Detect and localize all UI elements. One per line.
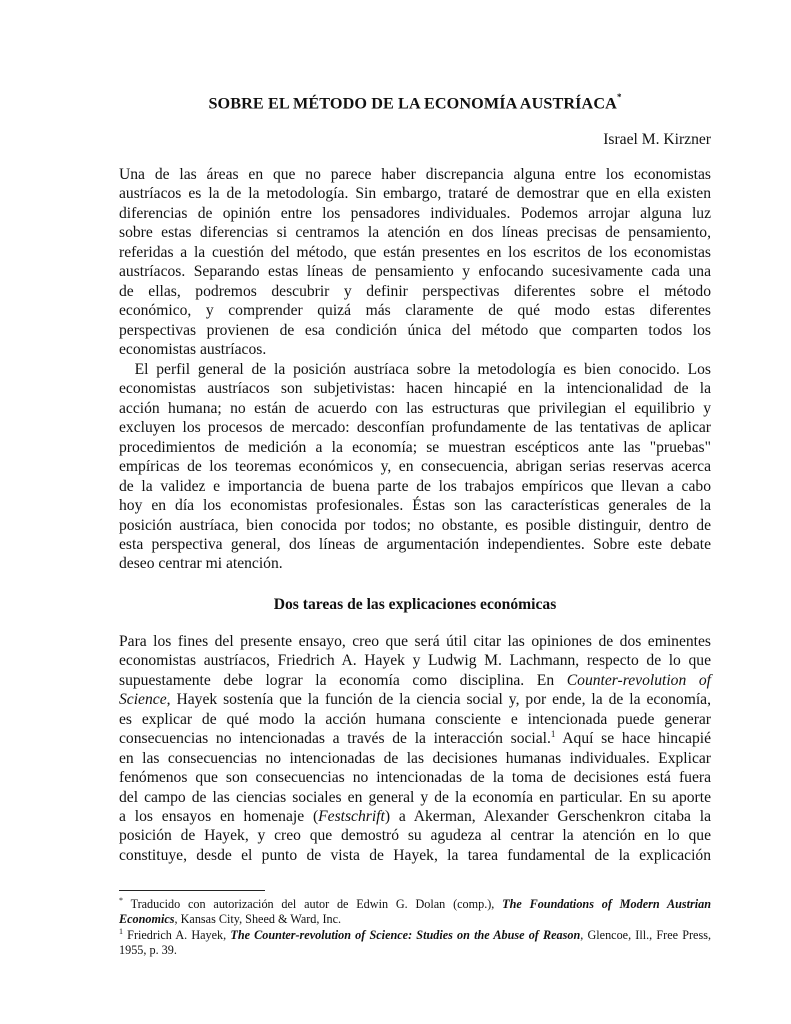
text-line: economistas austríacos son subjetivistas: hacen hincapié en la intencionalidad de la xyxy=(119,380,711,398)
text-line: acción humana; no están de acuerdo con las estructuras que privilegian el equilibrio y xyxy=(119,399,711,417)
text-span: Aquí se hace hincapié xyxy=(555,730,711,748)
text-line xyxy=(119,671,711,690)
text-line: constituye, desde el punto de vista de Hayek, la tarea fundamental de la explicación xyxy=(119,846,711,864)
text-span: supuestamente debe lograr la economía como disciplina. En xyxy=(119,671,567,689)
text-line: del campo de las ciencias sociales en general y de la economía en particular. En su aporte xyxy=(119,788,711,806)
footnote-1-line2: 1955, p. 39. xyxy=(119,942,177,957)
text-line: El perfil general de la posición austríaca sobre la metodología es bien conocido. Los xyxy=(119,361,711,378)
text-span: a los ensayos en homenaje ( xyxy=(119,807,319,825)
book-title-italic: Counter-revolution of xyxy=(566,671,712,689)
paragraph-1 xyxy=(119,165,711,359)
text-line xyxy=(119,729,711,748)
footnote-reference-1[interactable]: 1 xyxy=(550,729,556,739)
footnotes xyxy=(119,897,711,958)
festschrift-italic: Festschrift xyxy=(318,807,385,825)
book-title-italic: The Counter-revolution of Science: Studies on the Abuse of Reason xyxy=(230,927,581,942)
text-line: hoy en día los economistas profesionales. Éstas son las características generales de la xyxy=(119,497,711,515)
title-footnote-marker[interactable]: * xyxy=(616,92,622,102)
text-line: excluyen los procesos de mercado: desconfían profundamente de las tentativas de aplicar xyxy=(119,419,711,437)
paragraph-3 xyxy=(119,632,711,865)
text-span: , Hayek sostenía que la función de la ciencia social y, por ende, la de la economía, xyxy=(166,691,711,709)
footnote-separator xyxy=(119,890,265,891)
text-line: austríacos es la de la metodología. Sin embargo, trataré de demostrar que en ella existen xyxy=(119,185,711,203)
text-line xyxy=(119,690,711,709)
text-line: es explicar de qué modo la acción humana consciente e intencionada puede generar xyxy=(119,710,711,728)
text-line: economistas austríacos, Friedrich A. Hayek y Ludwig M. Lachmann, respecto de lo que xyxy=(119,652,711,670)
text-line: austríacos. Separando estas líneas de pensamiento y enfocando sucesivamente cada una xyxy=(119,263,711,281)
title-text: SOBRE EL MÉTODO DE LA ECONOMÍA AUSTRÍACA xyxy=(208,94,617,113)
text-line: economistas austríacos. xyxy=(119,340,267,358)
text-span: Traducido con autorización del autor de Edwin G. Dolan (comp.), xyxy=(123,897,503,911)
text-span: consecuencias no intencionadas a través de la interacción social. xyxy=(119,730,551,748)
text-line: esta perspectiva general, dos líneas de argumentación independientes. Sobre este debate xyxy=(119,535,711,553)
text-line: de la validez e importancia de buena parte de los trabajos empíricos que llevan a cabo xyxy=(119,477,711,495)
text-line: sobre estas diferencias si centramos la atención en dos líneas precisas de pensamiento, xyxy=(119,224,711,242)
text-line: Para los fines del presente ensayo, creo que será útil citar las opiniones de dos eminentes xyxy=(119,633,711,650)
footnote-marker: 1 xyxy=(119,926,123,936)
text-span: Friedrich A. Hayek, xyxy=(123,927,231,942)
book-title-italic: The Foundations of Modern Austrian xyxy=(502,897,711,911)
text-line xyxy=(119,807,711,826)
text-line: económico, y comprender quizá más claramente de qué modo estas diferentes xyxy=(119,302,711,320)
footnote-star-line2 xyxy=(119,912,711,927)
book-title-italic: Economics xyxy=(119,912,175,927)
text-line: Una de las áreas en que no parece haber discrepancia alguna entre los economistas xyxy=(119,166,711,183)
text-span: , Kansas City, Sheed & Ward, Inc. xyxy=(174,912,342,927)
book-title-italic: Science xyxy=(119,691,167,709)
text-line: referidas a la cuestión del método, que están presentes en los escritos de los economistas xyxy=(119,243,711,261)
text-line: empíricas de los teoremas económicos y, en consecuencia, abrigan serias reservas acerca xyxy=(119,458,711,476)
text-line: perspectivas provienen de esa condición única del método que comparten todos los xyxy=(119,321,711,339)
text-line: deseo centrar mi atención. xyxy=(119,555,283,573)
document-title xyxy=(119,94,711,113)
text-span: ) a Akerman, Alexander Gerschenkron citaba la xyxy=(384,807,711,825)
text-line: posición austríaca, bien conocida por todos; no obstante, es posible distinguir, dentro de xyxy=(119,516,711,534)
text-line: en las consecuencias no intencionadas de las decisiones humanas individuales. Explicar xyxy=(119,749,711,767)
text-line: fenómenos que son consecuencias no intencionadas de la toma de decisiones está fuera xyxy=(119,769,711,787)
footnote-star-line1 xyxy=(119,897,711,912)
footnote-marker: * xyxy=(119,895,123,905)
text-line: posición de Hayek, y creo que demostró su agudeza al centrar la atención en lo que xyxy=(119,827,711,845)
text-line: procedimientos de medición a la economía; se muestran escépticos ante las "pruebas" xyxy=(119,438,711,456)
paragraph-2 xyxy=(119,360,711,574)
section-heading: Dos tareas de las explicaciones económicas xyxy=(273,596,557,613)
footnote-1-line1 xyxy=(119,928,711,943)
text-span: , Glencoe, Ill., Free Press, xyxy=(580,927,711,942)
text-line: de ellas, podremos descubrir y definir perspectivas diferentes sobre el método xyxy=(119,282,711,300)
text-line: diferencias de opinión entre los pensadores individuales. Podemos arrojar alguna luz xyxy=(119,204,711,222)
author-name: Israel M. Kirzner xyxy=(603,131,711,148)
